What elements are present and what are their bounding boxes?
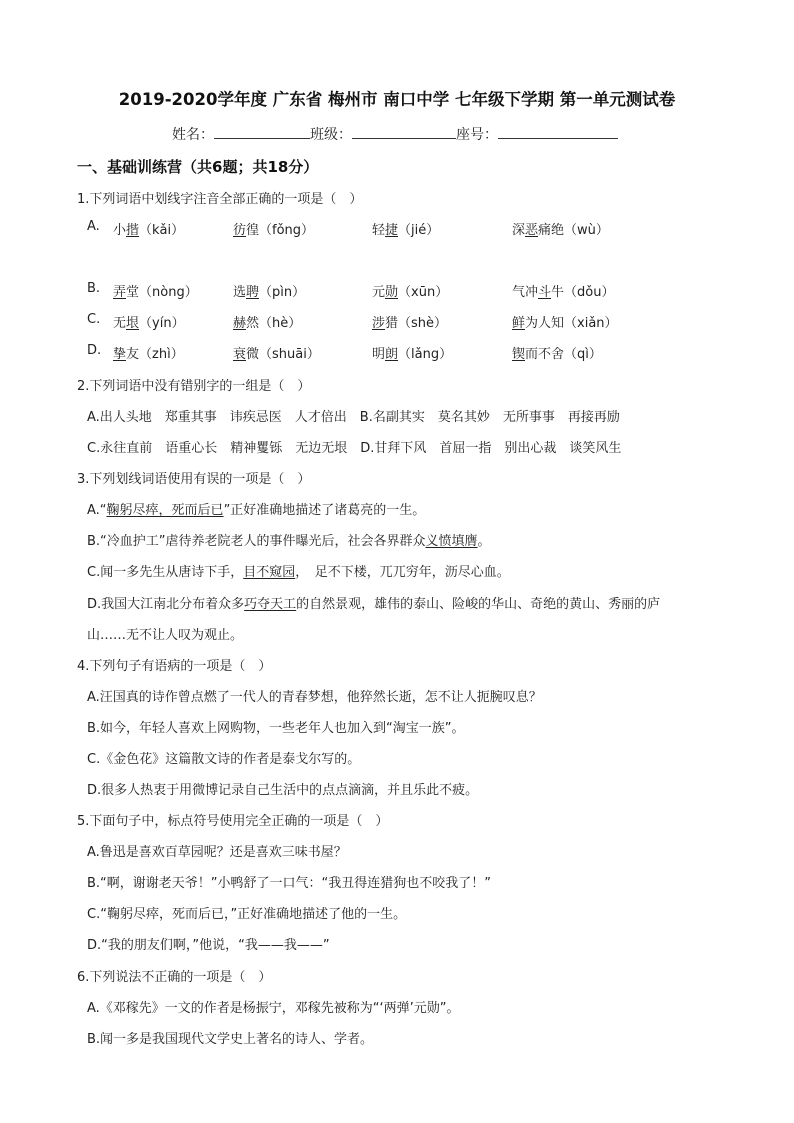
word-pinyin-item: 赫然（hè）	[233, 316, 302, 331]
class-label: 班级：	[310, 127, 352, 143]
word-pinyin-item: 元勋（xūn）	[372, 285, 449, 300]
question-5-option-b: B.“啊，谢谢老天爷！”小鸭舒了一口气：“我丑得连猎狗也不咬我了！”	[87, 876, 491, 891]
option-text: 的自然景观，雄伟的泰山、险峻的华山、奇绝的黄山、秀丽的庐	[296, 597, 661, 612]
underlined-character: 揩	[126, 223, 140, 238]
underlined-character: 弄	[113, 285, 127, 300]
question-3-option-c	[87, 561, 510, 580]
question-3-option-b	[87, 530, 491, 549]
word-pinyin-item: 小揩（kǎi）	[113, 223, 185, 238]
underlined-phrase: 鞠躬尽瘁，死而后已	[106, 503, 224, 518]
underlined-character: 鲜	[512, 316, 526, 331]
question-4-option-c: C.《金色花》这篇散文诗的作者是泰戈尔写的。	[87, 752, 361, 767]
option-text: ， 足不下楼，兀兀穷年，沥尽心血。	[295, 565, 510, 580]
option-text: ”正好准确地描述了诸葛亮的一生。	[223, 503, 426, 518]
word-pinyin-item: 彷徨（fǒng）	[233, 223, 315, 238]
word-pinyin-item: 明朗（lǎng）	[372, 347, 453, 362]
option-text: 。	[477, 534, 491, 549]
class-blank[interactable]	[352, 124, 456, 139]
underlined-character: 锲	[512, 347, 526, 362]
option-label: C.	[87, 312, 101, 327]
question-5-option-c: C.“鞠躬尽瘁，死而后已，”正好准确地描述了他的一生。	[87, 907, 407, 922]
option-text: D.我国大江南北分布着众多	[87, 597, 245, 612]
section-heading: 一、基础训练营（共6题；共18分）	[77, 158, 319, 176]
option-text: A.“	[87, 503, 107, 518]
question-3-stem: 3.下列划线词语使用有误的一项是（ ）	[77, 472, 311, 487]
underlined-character: 挚	[113, 347, 127, 362]
question-6-option-b: B.闻一多是我国现代文学史上著名的诗人、学者。	[87, 1032, 374, 1047]
underlined-character: 衰	[233, 347, 247, 362]
exam-title: 2019-2020学年度 广东省 梅州市 南口中学 七年级下学期 第一单元测试卷	[118, 90, 676, 109]
word-pinyin-item: 锲而不舍（qì）	[512, 347, 602, 362]
underlined-phrase: 目不窥园	[243, 565, 296, 580]
question-2-options-cd: C.永往直前 语重心长 精神矍铄 无边无垠 D.甘拜下风 首屈一指 别出心裁 谈笑风生	[87, 441, 622, 456]
question-4-option-a: A.汪国真的诗作曾点燃了一代人的青春梦想，他猝然长逝，怎不让人扼腕叹息？	[87, 690, 542, 705]
question-5-stem: 5.下面句子中，标点符号使用完全正确的一项是（ ）	[77, 814, 389, 829]
word-pinyin-item: 涉猎（shè）	[372, 316, 448, 331]
underlined-character: 聘	[246, 285, 260, 300]
name-blank[interactable]	[214, 124, 310, 139]
question-3-option-a	[87, 499, 425, 518]
word-pinyin-item: 深恶痛绝（wù）	[512, 223, 609, 238]
underlined-character: 斗	[538, 285, 552, 300]
question-3-option-d-continued: 山……无不让人叹为观止。	[87, 628, 244, 643]
word-pinyin-item: 无垠（yín）	[113, 316, 185, 331]
word-pinyin-item: 挚友（zhì）	[113, 347, 184, 362]
word-pinyin-item: 选聘（pìn）	[233, 285, 306, 300]
underlined-character: 恶	[525, 223, 539, 238]
word-pinyin-item: 轻捷（jié）	[372, 223, 440, 238]
student-info-line	[172, 124, 618, 144]
underlined-character: 赫	[233, 316, 247, 331]
underlined-character: 垠	[126, 316, 140, 331]
underlined-character: 勋	[385, 285, 399, 300]
question-6-stem: 6.下列说法不正确的一项是（ ）	[77, 970, 272, 985]
underlined-character: 捷	[385, 223, 399, 238]
underlined-character: 朗	[385, 347, 399, 362]
option-label: A.	[87, 219, 100, 234]
option-text: B.“冷血护工”虐待养老院老人的事件曝光后，社会各界群众	[87, 534, 426, 549]
underlined-phrase: 义愤填膺	[425, 534, 478, 549]
question-5-option-d: D.“我的朋友们啊，”他说，“我——我——”	[87, 938, 330, 953]
underlined-character: 涉	[372, 316, 386, 331]
question-6-option-a: A.《邓稼先》一文的作者是杨振宁，邓稼先被称为“‘两弹’元勋”。	[87, 1001, 460, 1016]
underlined-phrase: 巧夺天工	[244, 597, 297, 612]
question-4-option-b: B.如今，年轻人喜欢上网购物，一些老年人也加入到“淘宝一族”。	[87, 721, 465, 736]
question-3-option-d	[87, 593, 660, 612]
underlined-character: 彷	[233, 223, 247, 238]
seat-label: 座号：	[456, 127, 498, 143]
option-label: D.	[87, 343, 102, 358]
question-4-stem: 4.下列句子有语病的一项是（ ）	[77, 659, 272, 674]
question-5-option-a: A.鲁迅是喜欢百草园呢？还是喜欢三味书屋？	[87, 845, 347, 860]
question-2-stem: 2.下列词语中没有错别字的一组是（ ）	[77, 379, 311, 394]
option-text: C.闻一多先生从唐诗下手，	[87, 565, 244, 580]
option-label: B.	[87, 281, 101, 296]
name-label: 姓名：	[172, 127, 214, 143]
word-pinyin-item: 弄堂（nòng）	[113, 285, 198, 300]
word-pinyin-item: 鲜为人知（xiǎn）	[512, 316, 618, 331]
word-pinyin-item: 衰微（shuāi）	[233, 347, 320, 362]
question-2-options-ab: A.出人头地 郑重其事 讳疾忌医 人才倍出 B.名副其实 莫名其妙 无所事事 再接再励	[87, 410, 620, 425]
question-1-stem: 1.下列词语中划线字注音全部正确的一项是（ ）	[77, 192, 363, 207]
question-4-option-d: D.很多人热衷于用微博记录自己生活中的点点滴滴，并且乐此不疲。	[87, 783, 479, 798]
seat-blank[interactable]	[498, 124, 618, 139]
word-pinyin-item: 气冲斗牛（dǒu）	[512, 285, 615, 300]
